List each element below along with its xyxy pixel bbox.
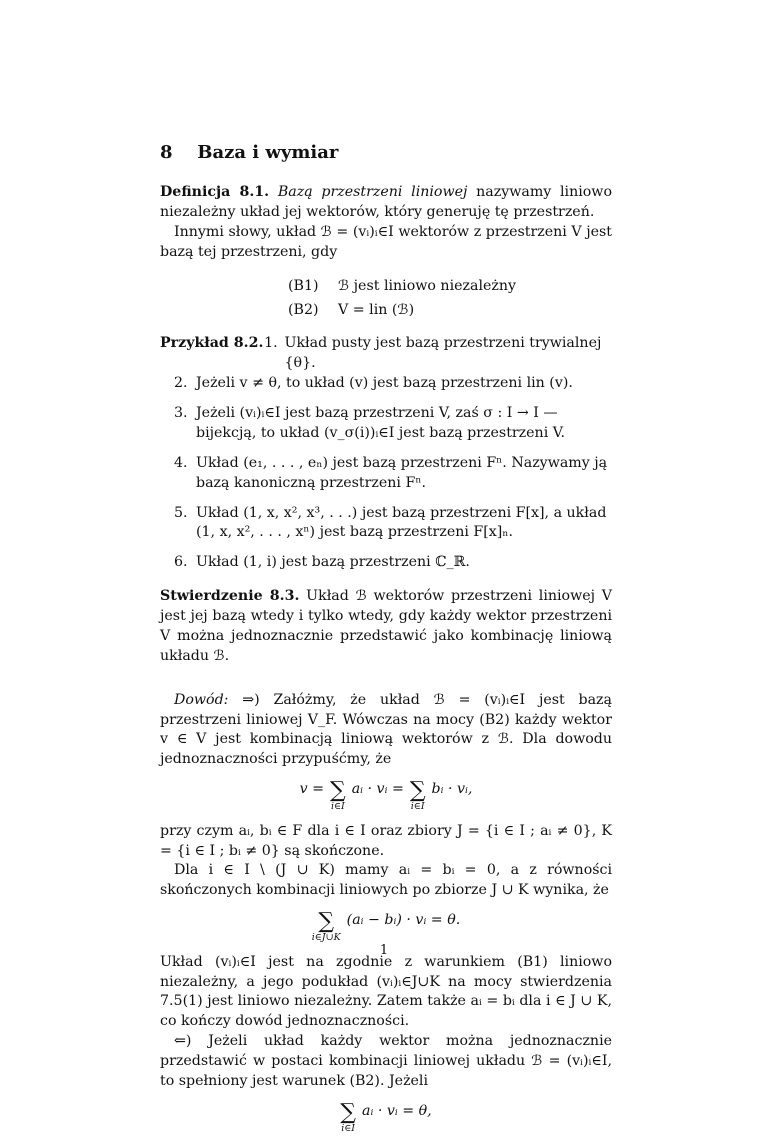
sum-index: i∈I [341, 1122, 356, 1134]
condition-tag: (B1) [288, 277, 319, 294]
proof-paragraph-1 [160, 691, 612, 771]
list-item-number: 6. [174, 554, 188, 571]
proof-label: Dowód: [174, 691, 229, 708]
list-item [174, 553, 612, 573]
list-item-number: 4. [174, 454, 188, 471]
definition [160, 183, 612, 223]
example-first-row [160, 334, 612, 374]
equation-part: aᵢ · vᵢ = [351, 781, 404, 798]
list-item-number: 1. [264, 335, 278, 352]
condition-b1 [288, 277, 612, 297]
proof-paragraph-3: Dla i ∈ I \ (J ∪ K) mamy aᵢ = bᵢ = 0, a z równości skończonych kombinacji liniowych po zbiorze J ∪ K wynika, że [160, 862, 612, 899]
list-item-number: 5. [174, 504, 188, 521]
equation-part: aᵢ · vᵢ = θ, [362, 1102, 432, 1119]
condition-text: ℬ jest liniowo niezależny [338, 277, 517, 294]
equation-2 [160, 911, 612, 943]
equation-1 [160, 780, 612, 812]
list-item [174, 504, 612, 544]
page-content [160, 140, 612, 1143]
conditions-list [288, 277, 612, 321]
statement-label: Stwierdzenie 8.3. [160, 588, 300, 605]
proof-paragraph-4: Układ (vᵢ)ᵢ∈I jest na zgodnie z warunkiem (B1) liniowo niezależny, a jego podukład (vᵢ)ᵢ∈J∪K na mocy stwierdzenia 7.5(1) jest liniowo niezależny. Zatem także aᵢ = bᵢ dla i ∈ J ∪ K, co kończy dowód jednoznaczności. [160, 953, 612, 1030]
equation-part: v = [299, 781, 324, 798]
sum-index: i∈J∪K [311, 932, 341, 944]
section-title: Baza i wymiar [197, 142, 339, 163]
sum-index: i∈I [410, 801, 425, 813]
section-number: 8 [160, 142, 173, 163]
definition-term: Bazą przestrzeni liniowej [277, 184, 468, 201]
list-item-text: Układ pusty jest bazą przestrzeni trywialnej {θ}. [284, 335, 602, 372]
equation-part: bᵢ · vᵢ, [431, 781, 473, 798]
condition-text: V = lin (ℬ) [338, 301, 415, 318]
list-item [174, 404, 612, 444]
sum-symbol: ∑ i∈J∪K [311, 909, 341, 944]
proof-text: ⇒) Załóżmy, że układ ℬ = (vᵢ)ᵢ∈I jest bazą przestrzeni liniowej V_F. Wówczas na mocy (B2) każdy wektor v ∈ V jest kombinacją liniową wektorów z ℬ. Dla dowodu jednoznaczności przypuśćmy, że [160, 691, 612, 768]
condition-tag: (B2) [288, 301, 319, 318]
list-item-text: Układ (1, x, x², x³, . . .) jest bazą przestrzeni F[x], a układ (1, x, x², . . . , xⁿ) jest bazą przestrzeni F[x]ₙ. [196, 504, 607, 541]
sum-index: i∈I [330, 801, 345, 813]
page-number: 1 [379, 943, 389, 958]
statement [160, 587, 612, 667]
section-heading [160, 140, 612, 165]
list-item-text: Układ (1, i) jest bazą przestrzeni ℂ_ℝ. [196, 554, 470, 571]
list-item-text: Jeżeli v ≠ θ, to układ (v) jest bazą przestrzeni lin (v). [196, 375, 573, 392]
sum-symbol: ∑ i∈I [340, 1099, 357, 1134]
definition-label: Definicja 8.1. [160, 184, 270, 201]
list-item-number: 3. [174, 405, 188, 422]
statement-text: Układ ℬ wektorów przestrzeni liniowej V jest jej bazą wtedy i tylko wtedy, gdy każdy wektor przestrzeni V można jednoznacznie przedstawić jako kombinację liniową układu ℬ. [160, 588, 612, 664]
equation-3 [160, 1099, 612, 1134]
proof-paragraph-5: ⇐) Jeżeli układ każdy wektor można jednoznacznie przedstawić w postaci kombinacji liniowej układu ℬ = (vᵢ)ᵢ∈I, to spełniony jest warunek (B2). Jeżeli [160, 1033, 612, 1089]
equation-part: (aᵢ − bᵢ) · vᵢ = θ. [346, 912, 461, 929]
definition-text: nazywamy liniowo niezależny układ jej wektorów, który generuję tę przestrzeń. [160, 184, 612, 221]
list-item [174, 454, 612, 494]
sum-symbol: ∑ i∈I [409, 778, 426, 813]
sum-symbol: ∑ i∈I [330, 778, 346, 813]
list-item-text: Układ (e₁, . . . , eₙ) jest bazą przestrzeni Fⁿ. Nazywamy ją bazą kanoniczną przestrzeni Fⁿ. [196, 454, 608, 491]
list-item-number: 2. [174, 375, 188, 392]
condition-b2 [288, 301, 612, 321]
list-item [174, 374, 612, 394]
proof-paragraph-2: przy czym aᵢ, bᵢ ∈ F dla i ∈ I oraz zbiory J = {i ∈ I ; aᵢ ≠ 0}, K = {i ∈ I ; bᵢ ≠ 0} są skończone. [160, 822, 612, 859]
example-label: Przykład 8.2. [160, 335, 264, 352]
list-item-text: Jeżeli (vᵢ)ᵢ∈I jest bazą przestrzeni V, zaś σ : I → I — bijekcją, to układ (v_σ(i))ᵢ∈I jest bazą przestrzeni V. [196, 405, 566, 441]
definition-para2: Innymi słowy, układ ℬ = (vᵢ)ᵢ∈I wektorów z przestrzeni V jest bazą tej przestrzeni, gdy [160, 223, 612, 260]
example-list [174, 374, 612, 573]
